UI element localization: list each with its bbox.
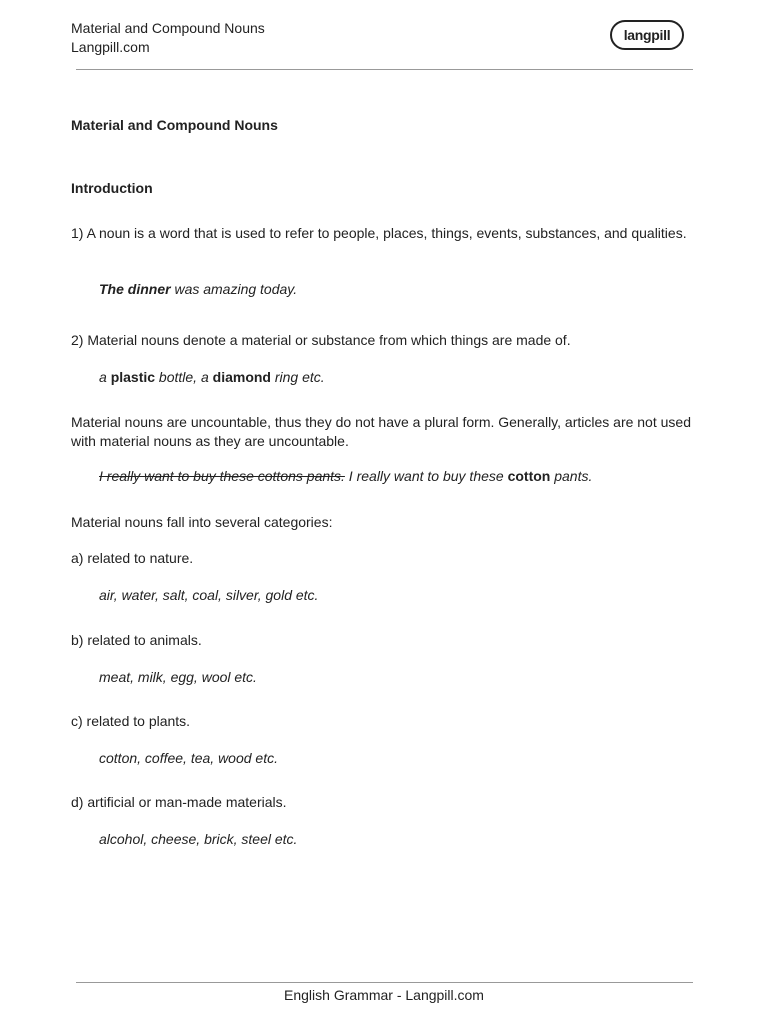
example-d: alcohol, cheese, brick, steel etc. (99, 831, 298, 847)
footer-divider (76, 982, 693, 983)
example-2-t3: ring etc. (270, 369, 325, 385)
paragraph-4: Material nouns fall into several categories: (71, 514, 333, 530)
example-b: meat, milk, egg, wool etc. (99, 669, 257, 685)
example-3-cotton: cotton (507, 468, 551, 484)
paragraph-3: Material nouns are uncountable, thus they do not have a plural form. Generally, articles are not used with material nouns as they are uncountable. (71, 414, 691, 449)
example-3 (99, 467, 592, 486)
example-3-t1: I really want to buy these (344, 468, 508, 484)
header-title: Material and Compound Nouns (71, 20, 265, 36)
category-a: a) related to nature. (71, 550, 194, 566)
example-1 (99, 280, 297, 299)
section-title: Introduction (71, 180, 153, 196)
paragraph-1: 1) A noun is a word that is used to refer to people, places, things, events, substances, and qualities. (71, 225, 687, 241)
paragraph-2: 2) Material nouns denote a material or substance from which things are made of. (71, 332, 571, 348)
header-divider (76, 69, 693, 70)
category-d: d) artificial or man-made materials. (71, 794, 287, 810)
category-b: b) related to animals. (71, 632, 202, 648)
example-1-bold: The dinner (99, 281, 171, 297)
langpill-logo (610, 20, 684, 50)
example-c: cotton, coffee, tea, wood etc. (99, 750, 278, 766)
example-1-rest: was amazing today. (170, 281, 298, 297)
logo-text: langpill (623, 27, 671, 43)
footer-text: English Grammar - Langpill.com (284, 987, 484, 1003)
example-3-t2: pants. (550, 468, 593, 484)
example-a: air, water, salt, coal, silver, gold etc. (99, 587, 319, 603)
header-site: Langpill.com (71, 39, 150, 55)
example-2-plastic: plastic (110, 369, 156, 385)
example-2-t1: a (99, 369, 111, 385)
page-title: Material and Compound Nouns (71, 117, 278, 133)
example-2 (99, 368, 325, 387)
example-2-t2: bottle, a (155, 369, 213, 385)
category-c: c) related to plants. (71, 713, 191, 729)
example-3-incorrect: I really want to buy these cottons pants. (99, 468, 345, 484)
example-2-diamond: diamond (212, 369, 271, 385)
